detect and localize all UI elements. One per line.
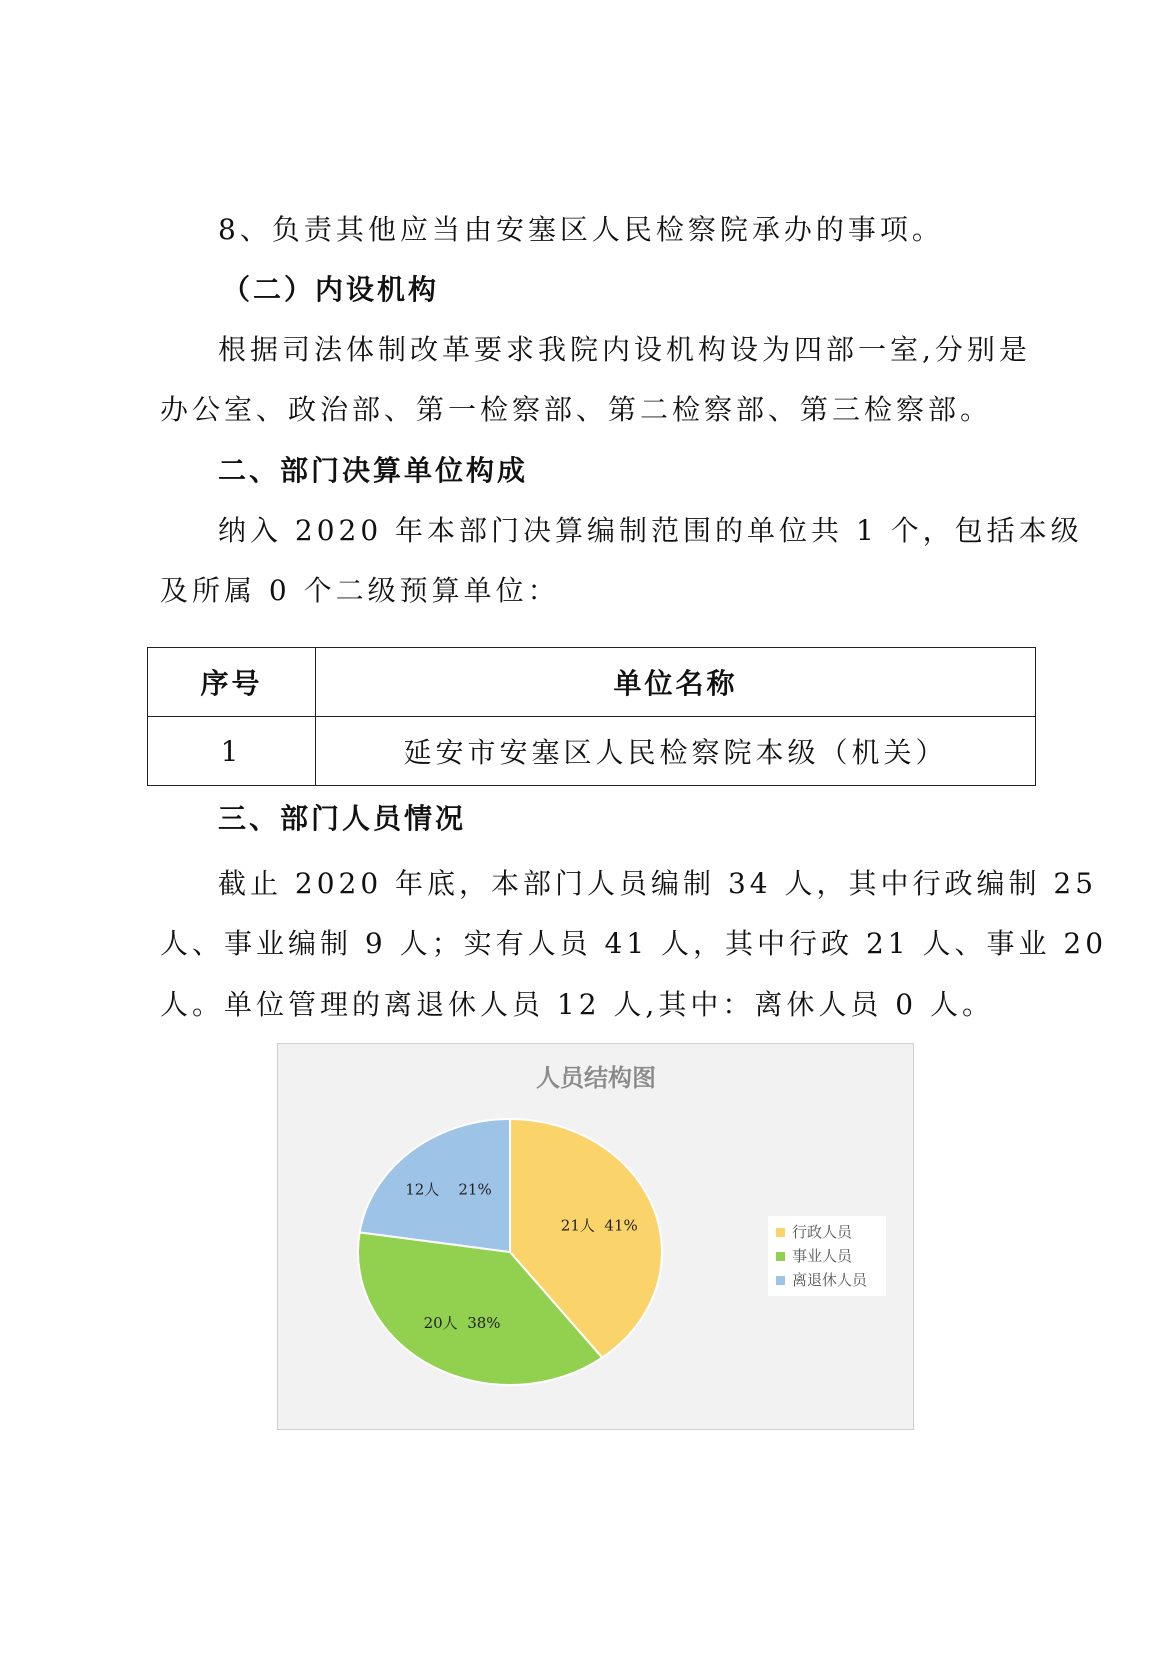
paragraph-internal-line1: 根据司法体制改革要求我院内设机构设为四部一室,分别是 [218, 333, 1031, 366]
paragraph-duty-8: 8、负责其他应当由安塞区人民检察院承办的事项。 [218, 213, 944, 246]
cell-index: 1 [148, 717, 316, 786]
chart-title: 人员结构图 [536, 1064, 656, 1092]
legend-label: 事业人员 [792, 1247, 853, 1265]
legend-label: 行政人员 [792, 1223, 853, 1241]
slice-data-label: 12人 21% [405, 1180, 492, 1199]
table-header-row [148, 648, 1036, 717]
paragraph-units-line1: 纳入 2020 年本部门决算编制范围的单位共 1 个，包括本级 [218, 514, 1083, 547]
heading-section-3: 三、部门人员情况 [218, 802, 467, 835]
pie-chart-panel [277, 1043, 914, 1430]
paragraph-internal-line2: 办公室、政治部、第一检察部、第二检察部、第三检察部。 [160, 393, 993, 426]
paragraph-staff-line2: 人、事业编制 9 人；实有人员 41 人，其中行政 21 人、事业 20 [160, 927, 1108, 960]
chart-legend [768, 1216, 886, 1296]
slice-data-label: 20人 38% [423, 1314, 501, 1333]
legend-swatch [776, 1276, 785, 1285]
heading-internal-institutions: （二）内设机构 [222, 273, 440, 306]
legend-swatch [776, 1252, 785, 1261]
slice-data-label: 21人 41% [560, 1216, 638, 1235]
legend-swatch [776, 1228, 785, 1237]
legend-label: 离退休人员 [792, 1271, 868, 1289]
paragraph-staff-line1: 截止 2020 年底，本部门人员编制 34 人，其中行政编制 25 [218, 867, 1098, 900]
header-index: 序号 [148, 648, 316, 717]
paragraph-units-line2: 及所属 0 个二级预算单位： [160, 574, 560, 607]
header-unit-name: 单位名称 [316, 648, 1036, 717]
units-table [147, 647, 1036, 786]
paragraph-staff-line3: 人。单位管理的离退休人员 12 人,其中：离休人员 0 人。 [160, 988, 994, 1021]
pie-chart [278, 1044, 915, 1431]
cell-unit-name: 延安市安塞区人民检察院本级（机关） [316, 717, 1036, 786]
table-row [148, 717, 1036, 786]
heading-section-2: 二、部门决算单位构成 [218, 454, 529, 487]
